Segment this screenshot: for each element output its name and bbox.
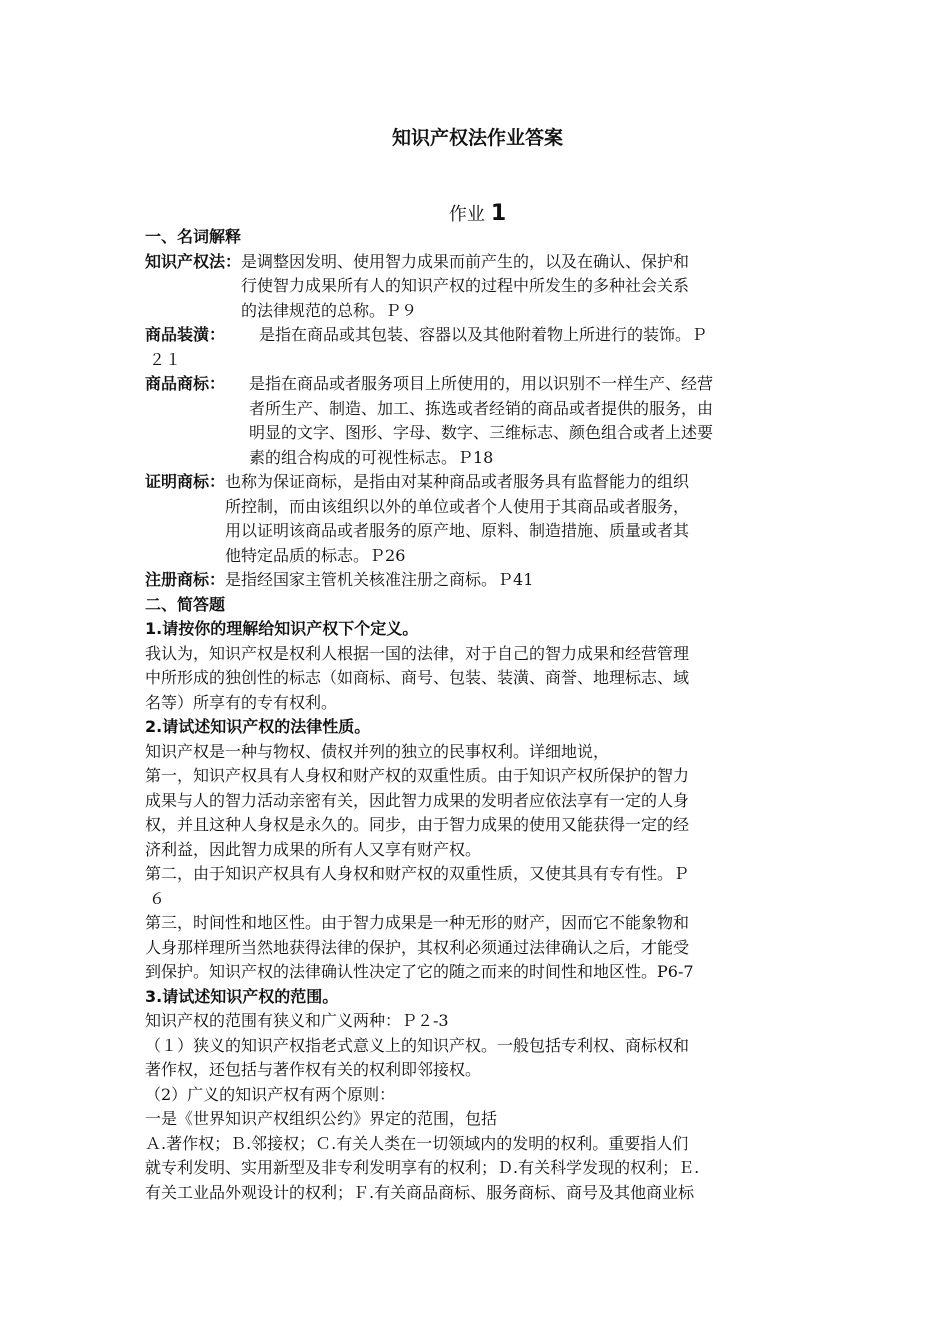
answer-line: 第三，时间性和地区性。由于智力成果是一种无形的财产，因而它不能象物和 — [145, 913, 690, 932]
definition-line: ２１ — [149, 349, 182, 369]
definition-line: 的法律规范的总称。Ｐ９ — [241, 300, 418, 320]
question-1-title: 1.请按你的理解给知识产权下个定义。 — [145, 619, 419, 638]
term-definition — [225, 470, 689, 568]
term-name: 商品装潢： — [145, 325, 226, 344]
answer-line: 知识产权是一种与物权、债权并列的独立的民事权利。详细地说， — [145, 741, 610, 761]
answer-line: 有关工业品外观设计的权利；Ｆ.有关商品商标、服务商标、商号及其他商业标 — [145, 1182, 695, 1202]
section-heading-terms: 一、名词解释 — [145, 227, 242, 246]
term-definition — [259, 323, 707, 348]
definition-line: 用以证明该商品或者服务的原产地、原料、制造措施、质量或者其 — [225, 521, 690, 540]
answer-line: 知识产权的范围有狭义和广义两种：Ｐ２-3 — [145, 1011, 449, 1030]
definition-line: 也称为保证商标，是指由对某种商品或者服务具有监督能力的组织 — [225, 472, 690, 491]
answer-line: ６ — [149, 888, 166, 908]
answer-line: 我认为，知识产权是权利人根据一国的法律，对于自己的智力成果和经营管理 — [145, 643, 690, 663]
definition-line: 是指在商品或其包装、容器以及其他附着物上所进行的装饰。Ｐ — [259, 325, 708, 344]
question-2-title: 2.请试述知识产权的法律性质。 — [145, 717, 371, 736]
term-definition — [241, 250, 779, 324]
answer-line: 成果与人的智力活动亲密有关，因此智力成果的发明者应依法享有一定的人身 — [145, 790, 690, 810]
term-certification-mark — [145, 470, 810, 568]
answer-line: 中所形成的独创性的标志（如商标、商号、包装、装潢、商誉、地理标志、域 — [145, 668, 690, 687]
term-definition — [249, 372, 713, 470]
answer-line: （2）广义的知识产权有两个原则： — [145, 1084, 396, 1104]
term-name: 证明商标： — [145, 472, 226, 491]
definition-line: 是调整因发明、使用智力成果而前产生的，以及在确认、保护和 — [241, 251, 690, 271]
assignment-heading — [145, 201, 810, 228]
definition-line: 他特定品质的标志。Ｐ26 — [225, 545, 406, 565]
definition-line: 所控制，而由该组织以外的单位或者个人使用于其商品或者服务， — [225, 496, 690, 516]
term-name: 知识产权法： — [145, 251, 242, 271]
answer-line: 人身那样理所当然地获得法律的保护，其权利必须通过法律确认之后，才能受 — [145, 937, 690, 957]
answer-line: 第二，由于知识产权具有人身权和财产权的双重性质，又使其具有专有性。Ｐ — [145, 864, 690, 883]
term-name: 注册商标： — [145, 570, 226, 589]
answer-line: 就专利发明、实用新型及非专利发明享有的权利；Ｄ.有关科学发现的权利；Ｅ. — [145, 1158, 700, 1177]
definition-line: 是指经国家主管机关核准注册之商标。Ｐ41 — [225, 570, 534, 589]
answer-line: 一是《世界知识产权组织公约》界定的范围，包括 — [145, 1109, 498, 1128]
definition-line: 明显的文字、图形、字母、数字、三维标志、颜色组合或者上述要 — [249, 423, 714, 442]
term-registered-trademark — [145, 568, 810, 593]
term-ip-law — [145, 250, 810, 324]
definition-line: 是指在商品或者服务项目上所使用的，用以识别不一样生产、经营 — [249, 374, 714, 393]
document-title: 知识产权法作业答案 — [391, 127, 563, 149]
answer-line: Ａ.著作权；Ｂ.邻接权；Ｃ.有关人类在一切领域内的发明的权利。重要指人们 — [145, 1133, 689, 1153]
document-body — [145, 225, 810, 1205]
definition-line: 行使智力成果所有人的知识产权的过程中所发生的多种社会关系 — [241, 276, 690, 295]
term-trade-dress — [145, 323, 810, 348]
answer-line: 名等）所享有的专有权利。 — [145, 692, 338, 712]
definition-line: 素的组合构成的可视性标志。Ｐ18 — [249, 447, 494, 467]
answer-line: 到保护。知识产权的法律确认性决定了它的随之而来的时间性和地区性。P6-7 — [145, 962, 694, 981]
term-definition — [225, 568, 533, 593]
assignment-label: 作业 — [448, 204, 485, 225]
answer-line: 济利益，因此智力成果的所有人又享有财产权。 — [145, 839, 482, 859]
answer-line: 第一，知识产权具有人身权和财产权的双重性质。由于知识产权所保护的智力 — [145, 766, 690, 785]
assignment-number: 1 — [490, 201, 507, 226]
answer-line: （１）狭义的知识产权指老式意义上的知识产权。一般包括专利权、商标权和 — [145, 1035, 690, 1055]
answer-line: 权，并且这种人身权是永久的。同步，由于智力成果的使用又能获得一定的经 — [145, 815, 690, 834]
term-name: 商品商标： — [145, 374, 226, 393]
section-heading-questions: 二、简答题 — [145, 594, 226, 614]
question-3-title: 3.请试述知识产权的范围。 — [145, 986, 339, 1006]
answer-line: 著作权，还包括与著作权有关的权利即邻接权。 — [145, 1060, 482, 1079]
term-goods-trademark — [145, 372, 810, 470]
definition-line: 者所生产、制造、加工、拣选或者经销的商品或者提供的服务，由 — [249, 398, 714, 418]
